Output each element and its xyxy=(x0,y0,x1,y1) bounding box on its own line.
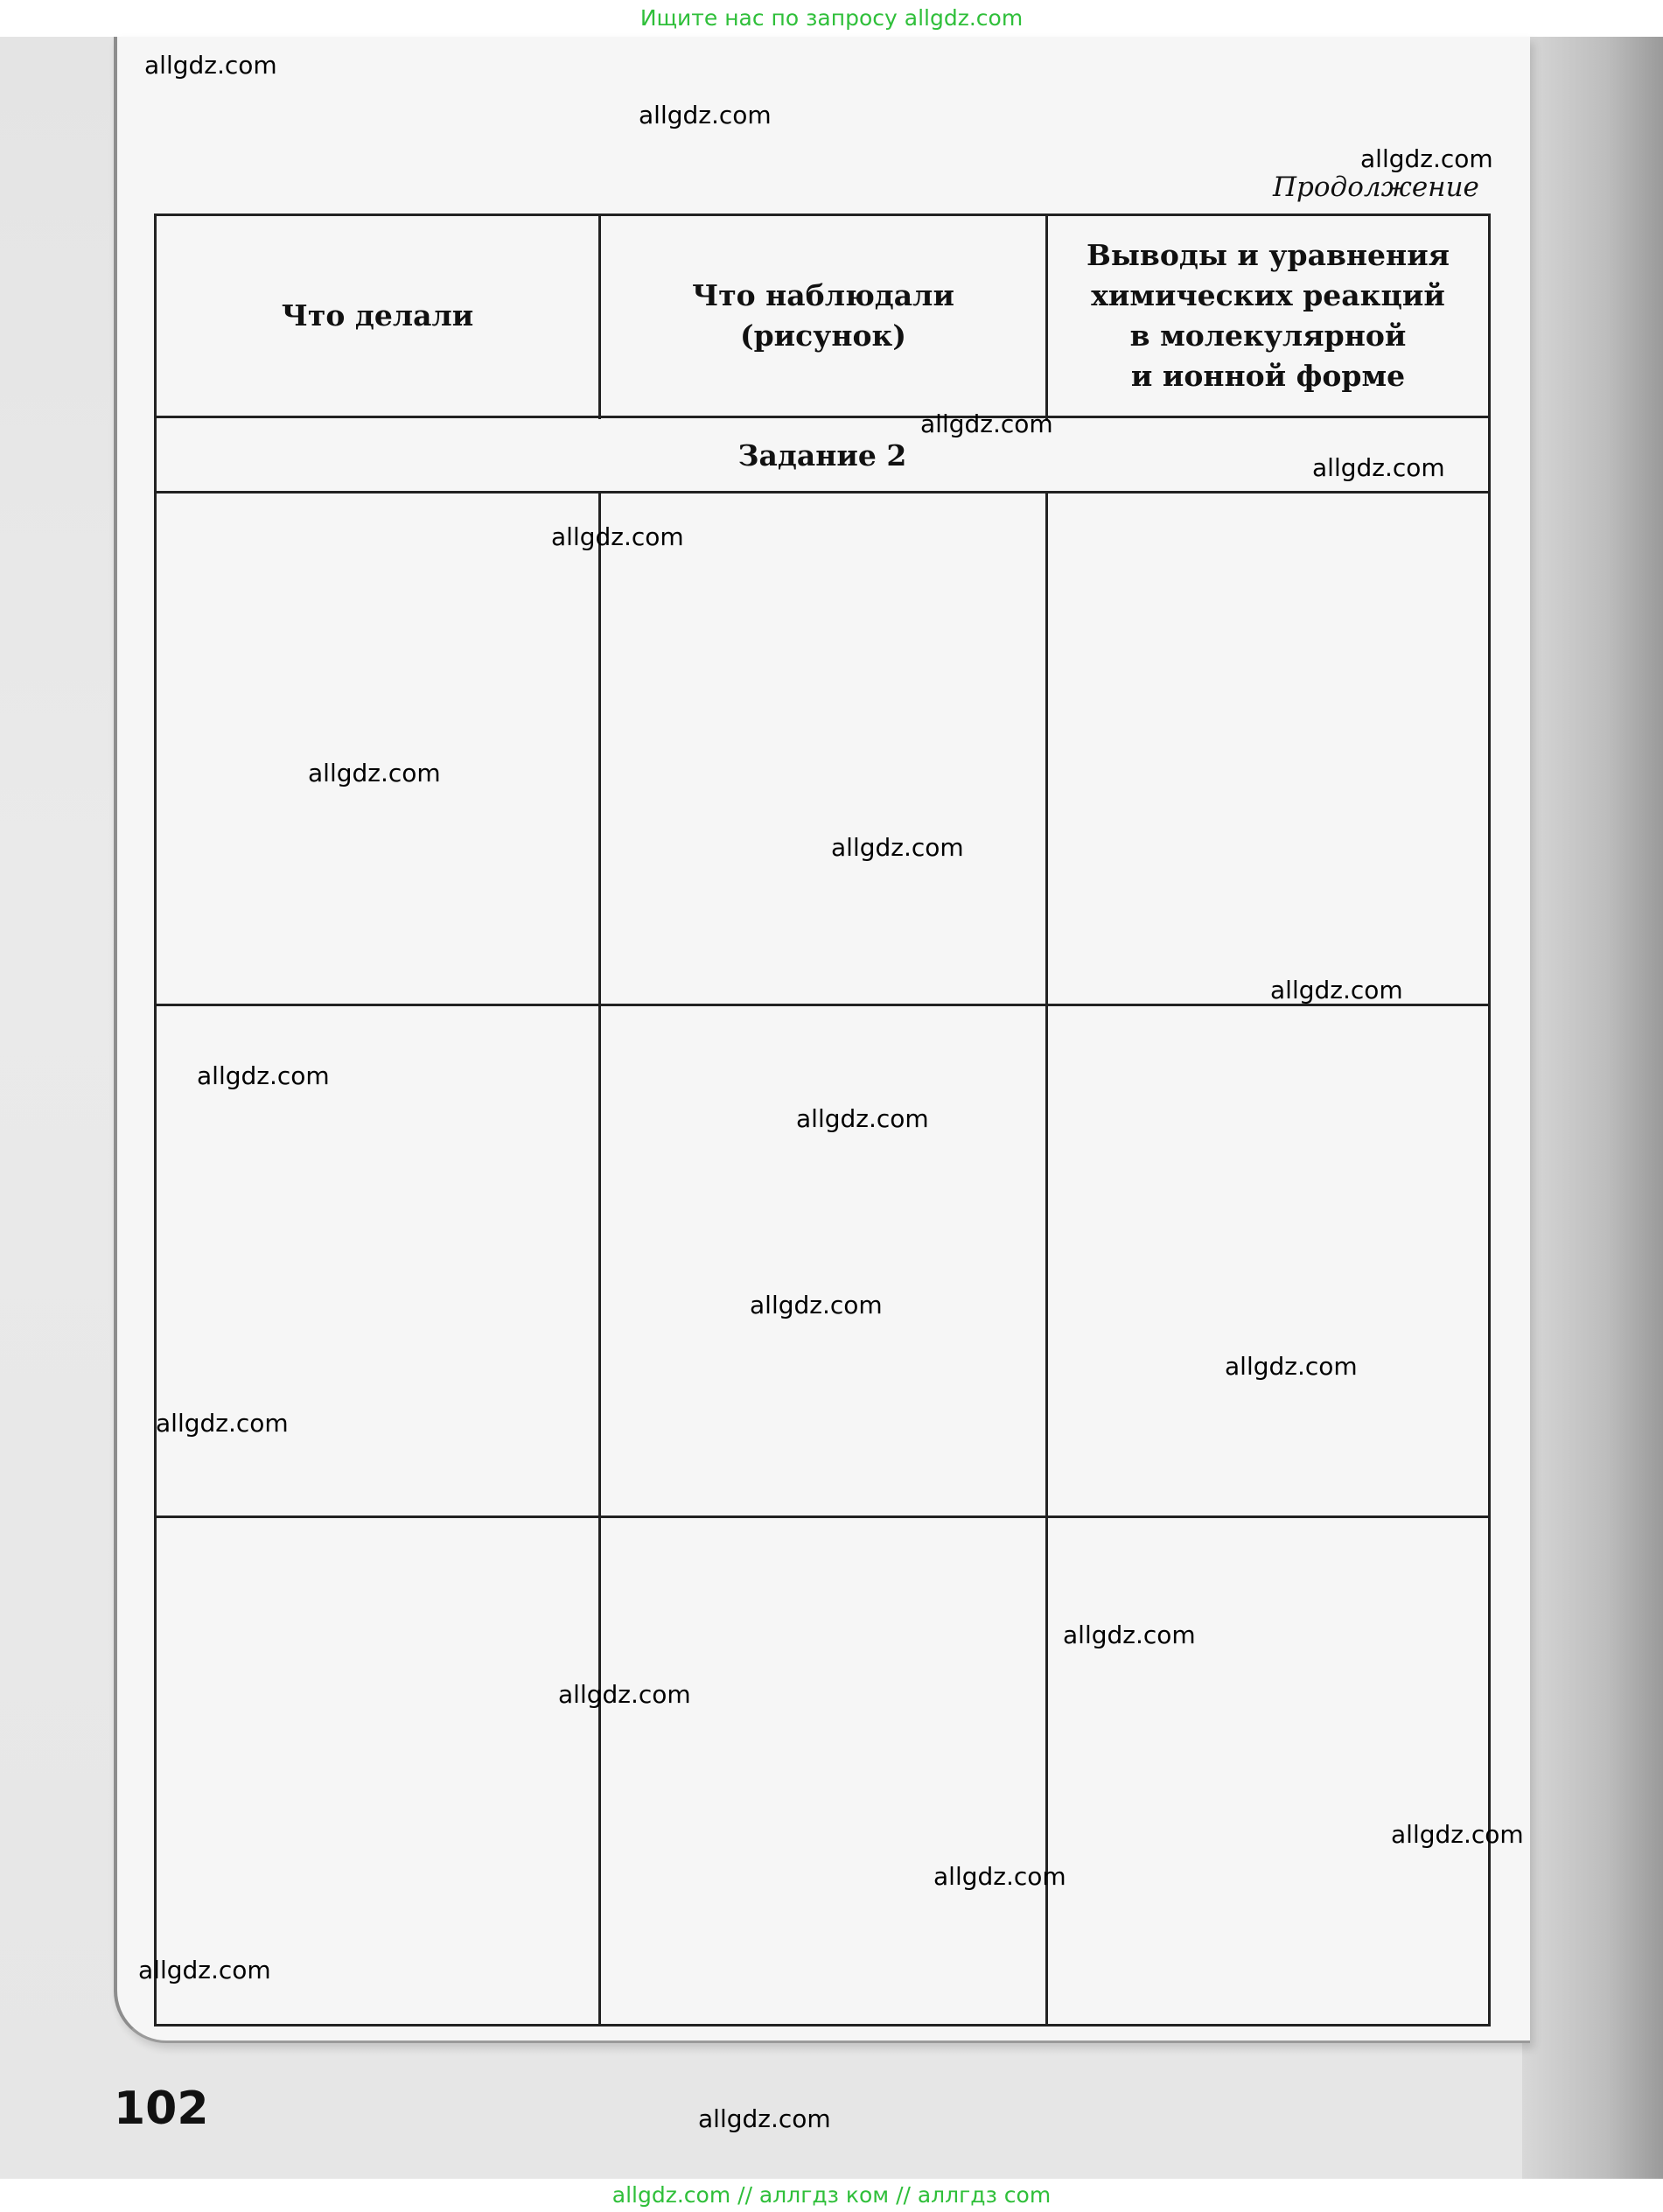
answer-cell[interactable] xyxy=(1048,1518,1488,2024)
header-text: Выводы и уравнения xyxy=(1086,237,1450,272)
page-number: 102 xyxy=(114,2082,209,2135)
watermark: allgdz.com xyxy=(933,1862,1066,1891)
page-edge-shadow xyxy=(1522,37,1663,2179)
watermark: allgdz.com xyxy=(1360,144,1493,173)
top-banner[interactable]: Ищите нас по запросу allgdz.com xyxy=(639,5,1024,31)
watermark: allgdz.com xyxy=(831,833,964,862)
answer-cell[interactable] xyxy=(601,1006,1045,1516)
header-text: химических реакций xyxy=(1091,277,1445,312)
header-conclusions xyxy=(1048,216,1488,416)
watermark: allgdz.com xyxy=(750,1291,883,1320)
watermark: allgdz.com xyxy=(308,759,441,788)
header-text: и ионной форме xyxy=(1130,359,1406,394)
watermark: allgdz.com xyxy=(920,410,1053,438)
watermark: allgdz.com xyxy=(1063,1620,1196,1649)
watermark: allgdz.com xyxy=(1391,1820,1524,1849)
task-row xyxy=(157,419,1488,491)
continuation-label: Продолжение xyxy=(1273,172,1479,203)
watermark: allgdz.com xyxy=(558,1680,691,1709)
watermark: allgdz.com xyxy=(156,1409,289,1438)
header-text: Что наблюдали xyxy=(692,277,954,312)
watermark: allgdz.com xyxy=(551,522,684,551)
answer-cell[interactable] xyxy=(601,1518,1045,2024)
watermark: allgdz.com xyxy=(698,2104,831,2133)
watermark: allgdz.com xyxy=(796,1104,929,1133)
watermark: allgdz.com xyxy=(1270,976,1403,1004)
watermark: allgdz.com xyxy=(1312,453,1445,482)
task-label: Задание 2 xyxy=(737,438,907,472)
bottom-banner[interactable]: allgdz.com // аллгдз ком // аллгдз com xyxy=(0,2179,1663,2212)
header-text: (рисунок) xyxy=(739,318,906,353)
watermark: allgdz.com xyxy=(1225,1352,1358,1381)
header-what-done xyxy=(157,216,598,416)
watermark: allgdz.com xyxy=(144,51,277,80)
answer-cell[interactable] xyxy=(157,1518,598,2024)
row-divider xyxy=(157,416,1488,418)
watermark: allgdz.com xyxy=(639,101,772,130)
answer-cell[interactable] xyxy=(157,494,598,1004)
answer-cell[interactable] xyxy=(1048,1006,1488,1516)
header-what-observed xyxy=(601,216,1045,416)
answer-cell[interactable] xyxy=(1048,494,1488,1004)
header-text: Что делали xyxy=(281,298,474,332)
answer-cell[interactable] xyxy=(601,494,1045,1004)
watermark: allgdz.com xyxy=(138,1956,271,1984)
watermark: allgdz.com xyxy=(197,1061,330,1090)
header-text: в молекулярной xyxy=(1129,318,1407,353)
